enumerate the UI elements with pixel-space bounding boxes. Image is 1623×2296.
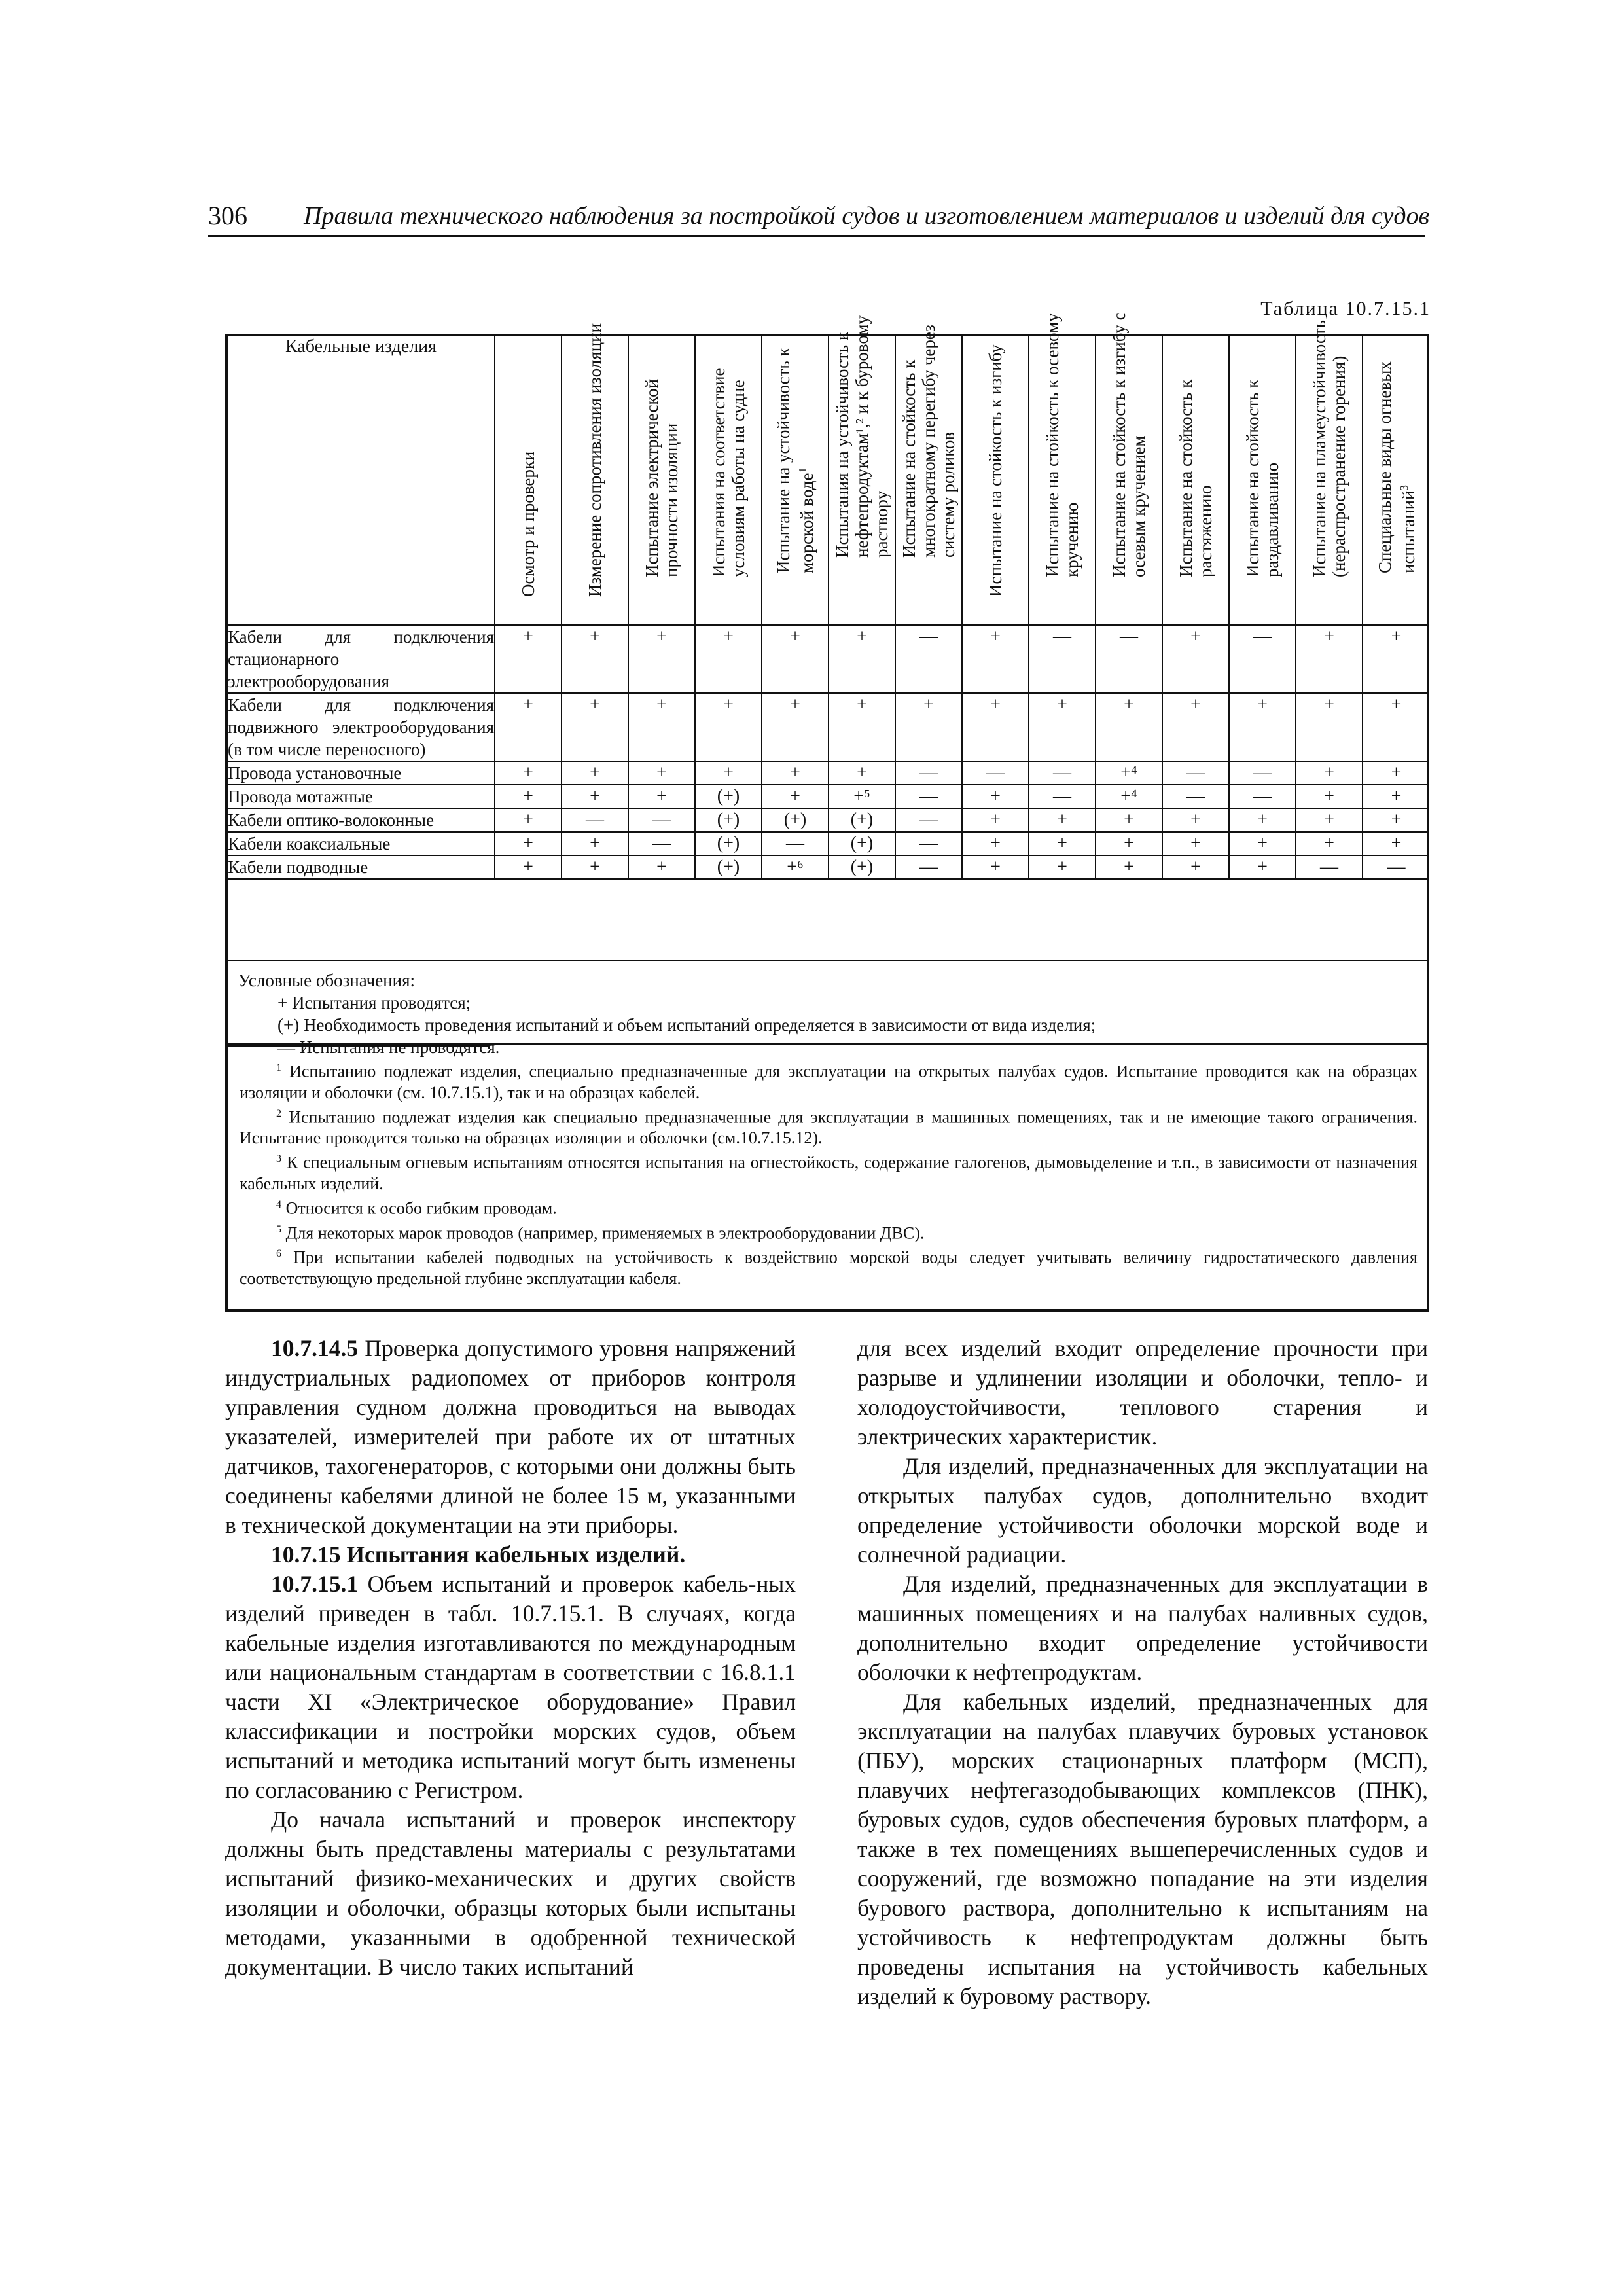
footnote — [240, 1058, 1418, 1103]
table-cell: + — [1296, 785, 1363, 808]
footnote-number: 2 — [276, 1107, 282, 1119]
clause-number: 10.7.14.5 — [271, 1335, 359, 1361]
table-cell: + — [962, 785, 1029, 808]
column-header — [1229, 336, 1296, 625]
table-cell: + — [1296, 625, 1363, 693]
legend-title: Условные обозначения: — [238, 971, 416, 990]
table-cell: + — [495, 625, 562, 693]
header-rule — [208, 235, 1425, 237]
column-header — [895, 325, 962, 625]
row-label: Кабели коаксиальные — [228, 832, 495, 855]
column-header — [1029, 313, 1096, 625]
table-cell: + — [1296, 693, 1363, 761]
table-caption: Таблица 10.7.15.1 — [1260, 298, 1431, 319]
table-cell: + — [1229, 693, 1296, 761]
footnote-text: Испытанию подлежат изделия как специально предназначенные для эксплуатации в машинных помещениях, так и не имеющие такого ограничения. Испытание проводится только на образцах изоляции и оболочки (см.10.7.15.12). — [240, 1107, 1418, 1148]
table-cell: (+) — [695, 785, 762, 808]
table-cell: +⁵ — [829, 785, 895, 808]
table-cell: + — [1363, 761, 1429, 785]
footnote-ref: 1 — [796, 467, 809, 473]
column-header — [762, 336, 829, 625]
table-cell: — — [628, 808, 695, 832]
table-cell: + — [1096, 855, 1162, 879]
footnote — [240, 1149, 1418, 1194]
legend-item: (+) Необходимость проведения испытаний и объем испытаний определяется в зависимости от вида изделия; — [277, 1015, 1096, 1035]
table-cell: + — [1296, 832, 1363, 855]
footnote-number: 3 — [276, 1153, 282, 1165]
table-cell: + — [895, 693, 962, 761]
row-label: Кабели для подключения подвижного электрооборудования (в том числе переносного) — [228, 693, 495, 761]
table-cell: + — [962, 808, 1029, 832]
table-cell: + — [1296, 761, 1363, 785]
body-left-column — [225, 1334, 796, 1982]
row-label: Провода мотажные — [228, 785, 495, 808]
table-cell: — — [1229, 625, 1296, 693]
table-cell: + — [495, 761, 562, 785]
table-cell: — — [1162, 785, 1229, 808]
clause-number: 10.7.15.1 — [271, 1571, 359, 1597]
table-cell: + — [628, 693, 695, 761]
table-header-row — [228, 336, 1429, 625]
table-cell: (+) — [695, 855, 762, 879]
table-cell: + — [762, 625, 829, 693]
table-cell: + — [1296, 808, 1363, 832]
footnote-text: Испытанию подлежат изделия, специально предназначенные для эксплуатации на открытых палубах судов. Испытание проводится как на образцах изоляции и оболочки (см. 10.7.15.1), так и на образцах кабелей. — [240, 1062, 1418, 1102]
paragraph: Для кабельных изделий, предназначенных для эксплуатации на палубах плавучих буровых установок (ПБУ), морских стационарных платформ (МСП), плавучих нефтегазодобывающих комплексов (ПНК), буровых судов, судов обеспечения буровых платформ, а также в тех помещениях вышеперечисленных судов и сооружений, где возможно попадание на эти изделия бурового раствора, дополнительно к испытаниям на устойчивость к нефтепродуктам должны быть проведены испытания на устойчивость кабельных изделий к буровому раствору. — [857, 1689, 1428, 2009]
legend-item: — Испытания не проводятся. — [277, 1037, 500, 1057]
table-cell: — — [1229, 785, 1296, 808]
footnote-text: К специальным огневым испытаниям относятся испытания на огнестойкость, содержание галогенов, дымовыделение и т.п., в зависимости от назначения кабельных изделий. — [240, 1153, 1418, 1193]
table-cell: + — [829, 625, 895, 693]
table-cell: + — [695, 625, 762, 693]
column-header — [495, 336, 562, 625]
table-cell: + — [1029, 855, 1096, 879]
table-cell: + — [495, 832, 562, 855]
table-cell: + — [1229, 832, 1296, 855]
table-cell: + — [1096, 693, 1162, 761]
table-cell: + — [562, 625, 628, 693]
corner-header: Кабельные изделия — [228, 336, 495, 625]
column-header-label: Измерение сопротивления изоляции — [585, 323, 605, 597]
table-row — [228, 761, 1429, 785]
table-cell: + — [628, 785, 695, 808]
column-header-label: Испытание на устойчивость к морской воде$^1$ — [774, 348, 817, 573]
table-row — [228, 693, 1429, 761]
footnote-text: Для некоторых марок проводов (например, применяемых в электрооборудовании ДВС). — [285, 1223, 925, 1243]
paragraph: До начала испытаний и проверок инспектору должны быть представлены материалы с результатами испытаний физико-механических и других свойств изоляции и оболочки, образцы которых были испытаны методами, указанными в одобренной технической документации. В число таких испытаний — [225, 1806, 796, 1980]
column-header — [1363, 336, 1429, 625]
table-cell: (+) — [829, 832, 895, 855]
table-row — [228, 832, 1429, 855]
table-cell: — — [895, 785, 962, 808]
footnote — [240, 1194, 1418, 1219]
table-cell: — — [562, 808, 628, 832]
table-cell: — — [895, 761, 962, 785]
table-cell: + — [1363, 832, 1429, 855]
table-cell: + — [1363, 625, 1429, 693]
legend — [228, 960, 1427, 1057]
table-cell: — — [628, 832, 695, 855]
table-cell: (+) — [695, 808, 762, 832]
table-cell: — — [895, 808, 962, 832]
table-cell: — — [1296, 855, 1363, 879]
footnote-number: 1 — [276, 1062, 282, 1073]
table-cell: + — [1363, 785, 1429, 808]
table-cell: +⁶ — [762, 855, 829, 879]
row-label: Кабели оптико-волоконные — [228, 808, 495, 832]
column-header — [1096, 312, 1162, 625]
column-header — [829, 315, 895, 625]
table-row — [228, 808, 1429, 832]
column-header-label: Осмотр и проверки — [518, 451, 538, 597]
table-cell: (+) — [695, 832, 762, 855]
footnote-text: При испытании кабелей подводных на устойчивость к воздействию морской воды следует учитывать величину гидростатического давления соответствующую предельной глубине эксплуатации кабеля. — [240, 1247, 1418, 1288]
table-cell: + — [962, 625, 1029, 693]
paragraph: Для изделий, предназначенных для эксплуатации в машинных помещениях и на палубах наливных судов, дополнительно входит определение устойчивости оболочки к нефтепродуктам. — [857, 1571, 1428, 1685]
table-cell: — — [895, 832, 962, 855]
column-header — [962, 336, 1029, 625]
table-cell: + — [962, 855, 1029, 879]
row-label: Кабели подводные — [228, 855, 495, 879]
column-header-label: Испытание на пламеустойчивость (нераспространение горения) — [1310, 319, 1349, 577]
footnotes — [228, 1045, 1427, 1289]
table-cell: + — [762, 693, 829, 761]
table-cell: + — [1363, 693, 1429, 761]
paragraph: Для изделий, предназначенных для эксплуатации на открытых палубах судов, дополнительно входит определение устойчивости оболочки морской воде и солнечной радиации. — [857, 1453, 1428, 1568]
table-cell: + — [1162, 808, 1229, 832]
footnote-number: 4 — [276, 1198, 282, 1210]
table-cell: + — [1162, 855, 1229, 879]
table-cell: + — [1096, 808, 1162, 832]
table-cell: + — [1229, 808, 1296, 832]
table-cell: + — [695, 761, 762, 785]
column-header — [562, 323, 628, 625]
column-header-label: Испытания на соответствие условиям работы на судне — [709, 368, 748, 577]
body-right-column — [857, 1334, 1428, 2011]
page-header — [208, 196, 1430, 237]
paragraph: Проверка допустимого уровня напряжений индустриальных радиопомех от приборов контроля управления судном должна проводиться на выводах указателей, измерителей при работе их от штатных датчиков, тахогенераторов, с которыми они должны быть соединены кабелями длиной не более 15 м, указанными в технической документации на эти приборы. — [225, 1335, 796, 1538]
table-cell: (+) — [829, 808, 895, 832]
table-row — [228, 785, 1429, 808]
table-cell: + — [829, 693, 895, 761]
table-cell: + — [562, 693, 628, 761]
table-cell: — — [1096, 625, 1162, 693]
running-title: Правила технического наблюдения за постройкой судов и изготовлением материалов и изделий для судов — [304, 202, 1430, 230]
table-body — [228, 625, 1429, 879]
table-cell: — — [1229, 761, 1296, 785]
table-cell: — — [1029, 625, 1096, 693]
table-cell: + — [562, 785, 628, 808]
table-cell: (+) — [762, 808, 829, 832]
table-cell: + — [1029, 808, 1096, 832]
column-header — [1296, 319, 1363, 625]
column-header-label: Специальные виды огневых испытаний$^3$ — [1374, 361, 1418, 573]
row-label: Провода установочные — [228, 761, 495, 785]
table-cell: — — [1162, 761, 1229, 785]
table-cell: + — [562, 832, 628, 855]
column-header — [628, 336, 695, 625]
table-cell: + — [495, 808, 562, 832]
column-header-label: Испытание на стойкость к осевому кручению — [1043, 313, 1082, 577]
table-cell: + — [1029, 693, 1096, 761]
column-header-label: Испытание на стойкость к изгибу — [986, 344, 1005, 597]
table-cell: — — [1363, 855, 1429, 879]
legend-item: + Испытания проводятся; — [277, 993, 471, 1013]
footnote-ref: 3 — [1397, 485, 1410, 491]
column-header-label: Испытание электрической прочности изоляции — [642, 378, 681, 577]
footnote-number: 5 — [276, 1223, 282, 1235]
table-cell: + — [1029, 832, 1096, 855]
column-header-label: Испытание на стойкость к раздавливанию — [1243, 379, 1282, 577]
table-cell: + — [562, 761, 628, 785]
table-cell: + — [1162, 832, 1229, 855]
column-header-label: Испытание на стойкость к растяжению — [1176, 379, 1215, 577]
table-cell: + — [762, 785, 829, 808]
table-cell: — — [962, 761, 1029, 785]
table-cell: + — [495, 785, 562, 808]
section-heading: 10.7.15 Испытания кабельных изделий. — [271, 1541, 686, 1568]
table-cell: +⁴ — [1096, 761, 1162, 785]
table-cell: +⁴ — [1096, 785, 1162, 808]
footnote — [240, 1103, 1418, 1149]
table-cell: + — [628, 625, 695, 693]
table-row — [228, 855, 1429, 879]
page-number: 306 — [208, 201, 247, 230]
table-cell: + — [1229, 855, 1296, 879]
table-cell: + — [762, 761, 829, 785]
row-label: Кабели для подключения стационарного электрооборудования — [228, 625, 495, 693]
column-header-label: Испытания на устойчивость к нефтепродуктам¹,² и к буровому раствору — [832, 315, 891, 558]
footnote — [240, 1244, 1418, 1289]
column-header-label: Испытание на стойкость к многократному перегибу через систему роликов — [899, 325, 958, 558]
table-cell: + — [495, 855, 562, 879]
table-cell: + — [695, 693, 762, 761]
table-cell: + — [962, 693, 1029, 761]
table-cell: — — [895, 625, 962, 693]
footnote — [240, 1219, 1418, 1244]
table-cell: — — [1029, 785, 1096, 808]
table-cell: + — [1162, 693, 1229, 761]
table-cell: + — [562, 855, 628, 879]
table-cell: + — [962, 832, 1029, 855]
table-cell: + — [628, 855, 695, 879]
footnote-rule — [228, 1045, 490, 1047]
table-cell: + — [628, 761, 695, 785]
table-cell: — — [895, 855, 962, 879]
table-cell: — — [762, 832, 829, 855]
table-row — [228, 625, 1429, 693]
table-cell: + — [1363, 808, 1429, 832]
footnote-text: Относится к особо гибким проводам. — [285, 1198, 557, 1218]
table-cell: + — [829, 761, 895, 785]
tests-table — [228, 312, 1429, 880]
paragraph: Объем испытаний и проверок кабель-ных изделий приведен в табл. 10.7.15.1. В случаях, когда кабельные изделия изготавливаются по международным или национальным стандартам в соответствии с 16.8.1.1 части XI «Электрическое оборудование» Правил классификации и постройки морских судов, объем испытаний и методика испытаний могут быть изменены по согласованию с Регистром. — [225, 1571, 796, 1803]
footnote-number: 6 — [276, 1248, 282, 1260]
column-header — [695, 336, 762, 625]
paragraph: для всех изделий входит определение прочности при разрыве и удлинении изоляции и оболочки, тепло- и холодоустойчивости, теплового старения и электрических характеристик. — [857, 1335, 1428, 1450]
column-header-label: Испытание на стойкость к изгибу с осевым кручением — [1109, 312, 1149, 577]
column-header — [1162, 336, 1229, 625]
table-cell: + — [495, 693, 562, 761]
tests-table-box — [225, 312, 1429, 1312]
table-cell: — — [1029, 761, 1096, 785]
table-cell: + — [1096, 832, 1162, 855]
table-cell: + — [1162, 625, 1229, 693]
table-cell: (+) — [829, 855, 895, 879]
